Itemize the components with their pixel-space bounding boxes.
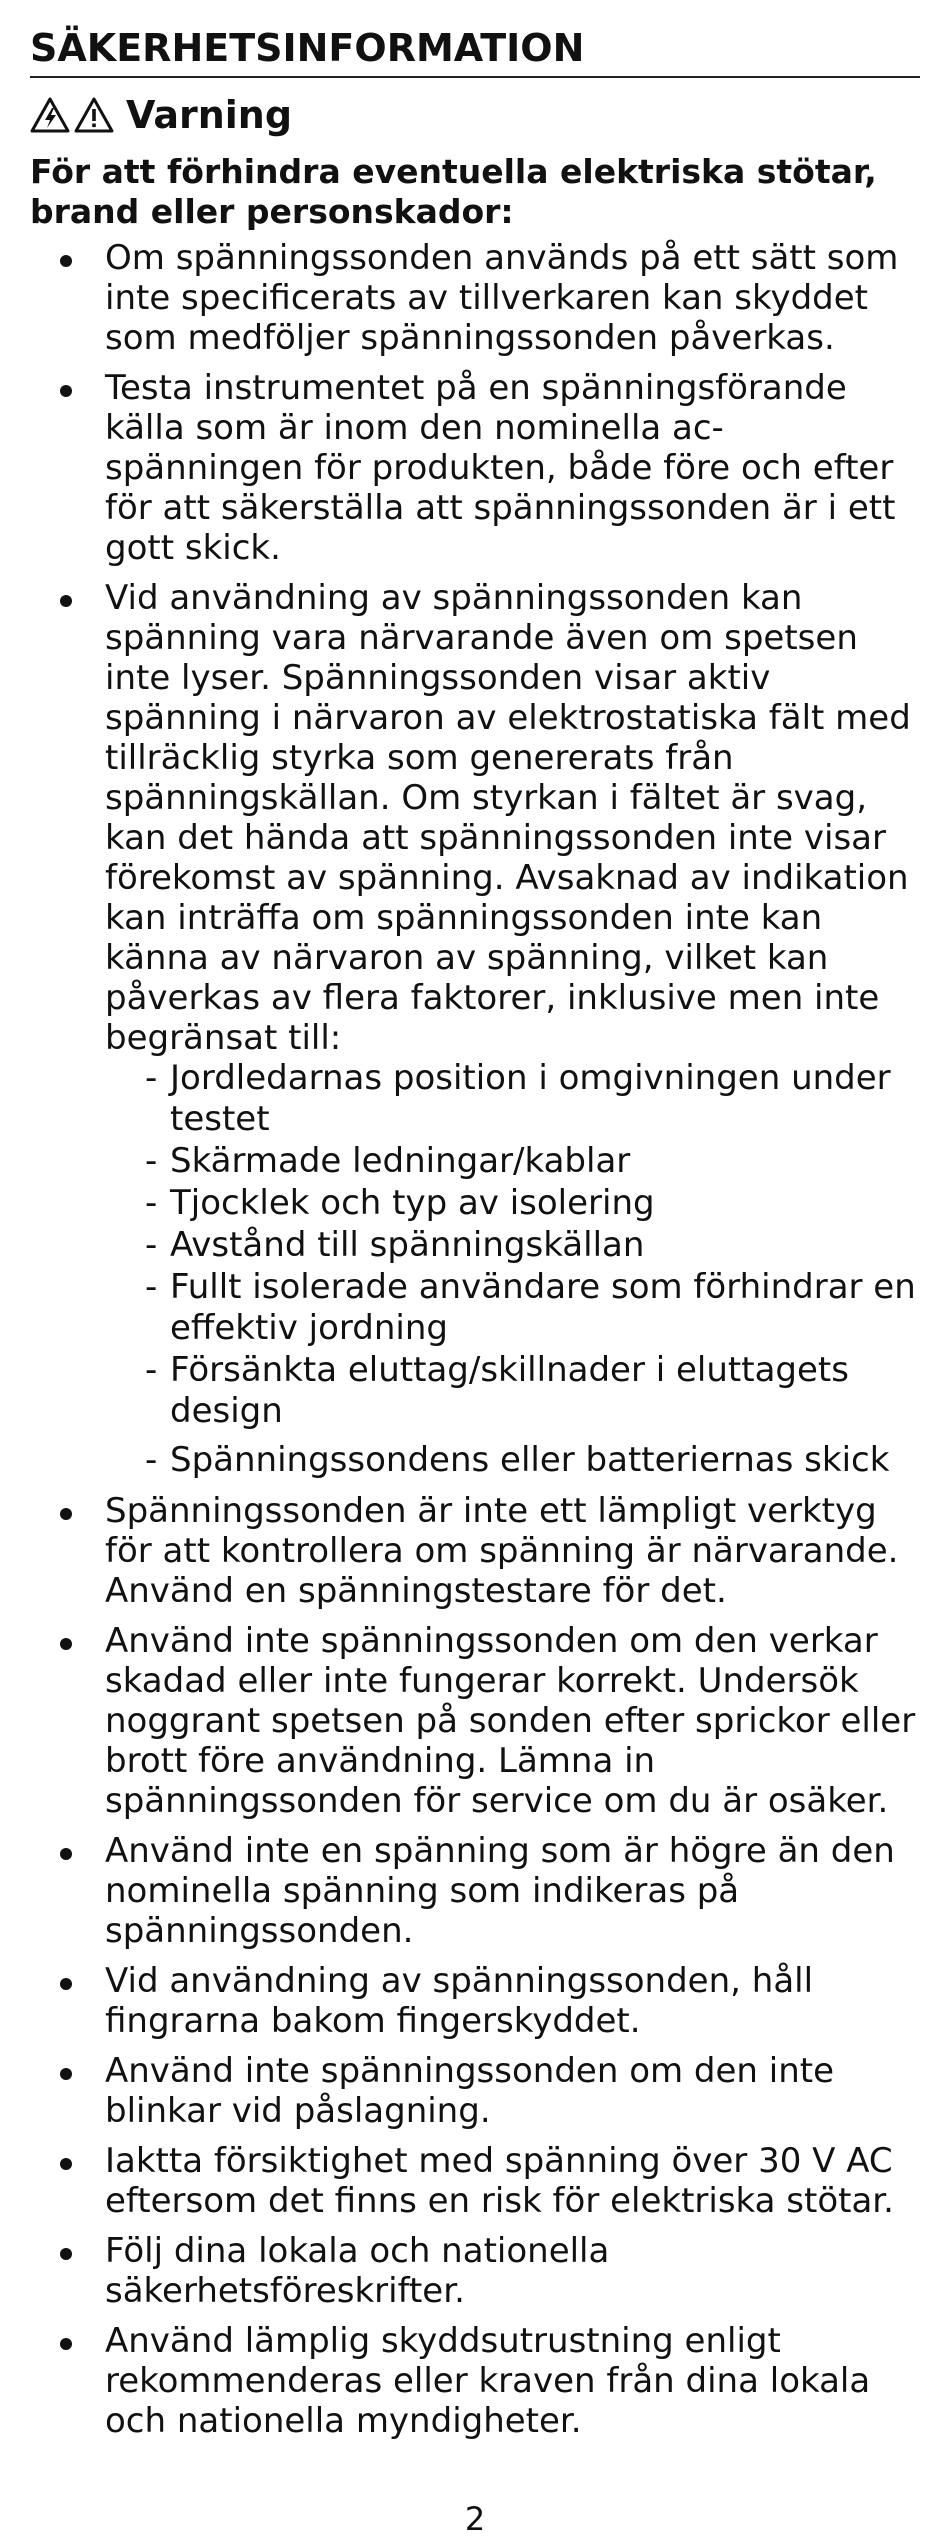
sub-list-item: - Tjocklek och typ av isolering xyxy=(145,1183,655,1223)
bullet-icon xyxy=(60,385,72,397)
sub-list-item: - Spänningssondens eller batteriernas skick xyxy=(145,1440,890,1480)
list-item: Följ dina lokala och nationella säkerhetsföreskrifter. xyxy=(30,2231,920,2311)
intro-text: För att förhindra eventuella elektriska stötar, brand eller personskador: xyxy=(30,152,877,231)
safety-list xyxy=(30,238,920,2441)
list-item: Vid användning av spänningssonden, håll fingrarna bakom fingerskyddet. xyxy=(30,1961,920,2041)
bullet-icon xyxy=(60,255,72,267)
list-item: Vid användning av spänningssonden kan spänning vara närvarande även om spetsen inte lyser. Spänningssonden visar aktiv spänning i närvaron av elektrostatiska fält med tillräcklig styrka som genererats från spänningskällan. Om styrkan i fältet är svag, kan det hända att spänningssonden inte visar förekomst av spänning. Avsaknad av indikation kan inträffa om spänningssonden inte kan känna av närvaron av spänning, vilket kan påverkas av flera faktorer, inklusive men inte begränsat till: - Jordledarnas position i omgivningen under testet - Skärmade ledningar/kablar - Tjocklek och typ av isolering - Avstånd till spänningskällan - Fullt isolerade användare som förhindrar en effektiv jordning - Försänkta eluttag/skillnader i eluttagets design - Spänningssondens eller batteriernas skick xyxy=(30,578,920,1481)
page-number: 2 xyxy=(464,2500,486,2538)
bullet-icon xyxy=(60,2068,72,2080)
bullet-icon xyxy=(60,1978,72,1990)
sub-list-item: - Försänkta eluttag/skillnader i eluttagets design xyxy=(145,1350,849,1431)
list-item: Använd lämplig skyddsutrustning enligt rekommenderas eller kraven från dina lokala och nationella myndigheter. xyxy=(30,2321,920,2441)
bullet-icon xyxy=(60,1508,72,1520)
factor-list xyxy=(105,1058,920,1481)
sub-list-item: - Avstånd till spänningskällan xyxy=(145,1225,645,1265)
sub-list-item: - Skärmade ledningar/kablar xyxy=(145,1141,631,1181)
list-item: Testa instrumentet på en spänningsförande källa som är inom den nominella ac-spänningen för produkten, både före och efter för att säkerställa att spänningssonden är i ett gott skick. xyxy=(30,368,920,568)
section-heading: SÄKERHETSINFORMATION xyxy=(30,22,920,78)
list-item: Spänningssonden är inte ett lämpligt verktyg för att kontrollera om spänning är närvarande. Använd en spänningstestare för det. xyxy=(30,1491,920,1611)
bullet-icon xyxy=(60,1848,72,1860)
caution-warning-icon xyxy=(74,96,114,134)
page-content xyxy=(30,22,920,2451)
list-item: Använd inte en spänning som är högre än den nominella spänning som indikeras på spänningssonden. xyxy=(30,1831,920,1951)
bullet-icon xyxy=(60,2158,72,2170)
warning-label: Varning xyxy=(126,93,293,137)
list-item: Använd inte spänningssonden om den verkar skadad eller inte fungerar korrekt. Undersök noggrant spetsen på sonden efter sprickor eller brott före användning. Lämna in spänningssonden för service om du är osäker. xyxy=(30,1621,920,1821)
list-item: Använd inte spänningssonden om den inte blinkar vid påslagning. xyxy=(30,2051,920,2131)
list-item: Om spänningssonden används på ett sätt som inte specificerats av tillverkaren kan skyddet som medföljer spänningssonden påverkas. xyxy=(30,238,920,358)
sub-list-item: - Fullt isolerade användare som förhindrar en effektiv jordning xyxy=(145,1267,916,1348)
bullet-icon xyxy=(60,2338,72,2350)
bullet-icon xyxy=(60,595,72,607)
bullet-icon xyxy=(60,2248,72,2260)
shock-warning-icon xyxy=(30,96,70,134)
bullet-icon xyxy=(60,1638,72,1650)
sub-list-item: - Jordledarnas position i omgivningen under testet xyxy=(145,1058,891,1139)
warning-header xyxy=(30,84,920,146)
list-item: Iaktta försiktighet med spänning över 30 V AC eftersom det finns en risk för elektriska stötar. xyxy=(30,2141,920,2221)
